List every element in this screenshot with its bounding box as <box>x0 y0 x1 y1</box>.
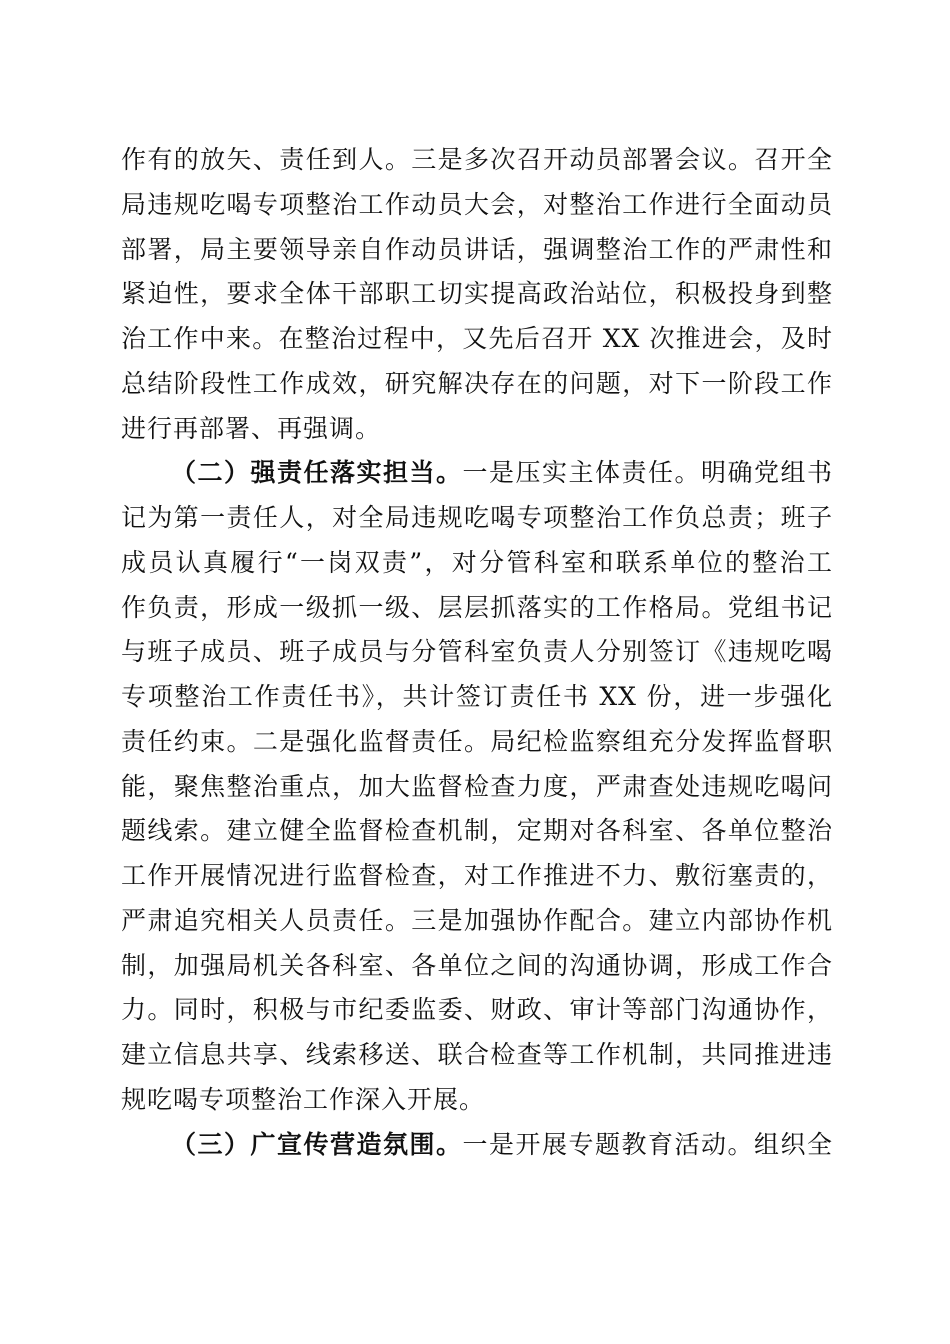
text-line: 部署，局主要领导亲自作动员讲话，强调整治工作的严肃性和 <box>121 234 833 264</box>
text-line: 进行再部署、再强调。 <box>121 413 382 443</box>
document-body <box>121 138 833 1167</box>
paragraph-first-line <box>121 451 833 496</box>
text-line: 记为第一责任人，对全局违规吃喝专项整治工作负总责；班子 <box>121 503 833 532</box>
section-heading: （三）广宣传营造氛围。 <box>171 1129 463 1159</box>
text-line: 力。同时，积极与市纪委监委、财政、审计等部门沟通协作， <box>121 995 833 1025</box>
text-line: 制，加强局机关各科室、各单位之间的沟通协调，形成工作合 <box>121 950 833 980</box>
text-run: 一是开展专题教育活动。组织全 <box>462 1129 833 1159</box>
text-line: 工作开展情况进行监督检查，对工作推进不力、敷衍塞责的， <box>121 861 833 890</box>
text-line: 作有的放矢、责任到人。三是多次召开动员部署会议。召开全 <box>121 145 833 174</box>
text-line: 题线索。建立健全监督检查机制，定期对各科室、各单位整治 <box>121 816 833 846</box>
text-line: 严肃追究相关人员责任。三是加强协作配合。建立内部协作机 <box>121 905 833 935</box>
text-line: 治工作中来。在整治过程中，又先后召开 XX 次推进会，及时 <box>121 324 833 353</box>
section-heading: （二）强责任落实担当。 <box>171 458 463 488</box>
text-line: 作负责，形成一级抓一级、层层抓落实的工作格局。党组书记 <box>121 592 833 622</box>
text-line: 总结阶段性工作成效，研究解决存在的问题，对下一阶段工作 <box>121 368 833 398</box>
text-line: 局违规吃喝专项整治工作动员大会，对整治工作进行全面动员 <box>121 189 833 219</box>
text-line: 建立信息共享、线索移送、联合检查等工作机制，共同推进违 <box>121 1040 833 1069</box>
paragraph-first-line <box>121 1123 833 1168</box>
text-line: 与班子成员、班子成员与分管科室负责人分别签订《违规吃喝 <box>121 637 833 667</box>
text-line: 规吃喝专项整治工作深入开展。 <box>121 1084 486 1114</box>
text-line: 能，聚焦整治重点，加大监督检查力度，严肃查处违规吃喝问 <box>121 771 833 801</box>
text-line: 专项整治工作责任书》，共计签订责任书 XX 份，进一步强化 <box>121 682 833 711</box>
text-line: 成员认真履行“一岗双责”，对分管科室和联系单位的整治工 <box>121 547 833 577</box>
text-line: 责任约束。二是强化监督责任。局纪检监察组充分发挥监督职 <box>121 726 833 756</box>
text-line: 紧迫性，要求全体干部职工切实提高政治站位，积极投身到整 <box>121 279 833 309</box>
text-run: 一是压实主体责任。明确党组书 <box>462 458 833 488</box>
